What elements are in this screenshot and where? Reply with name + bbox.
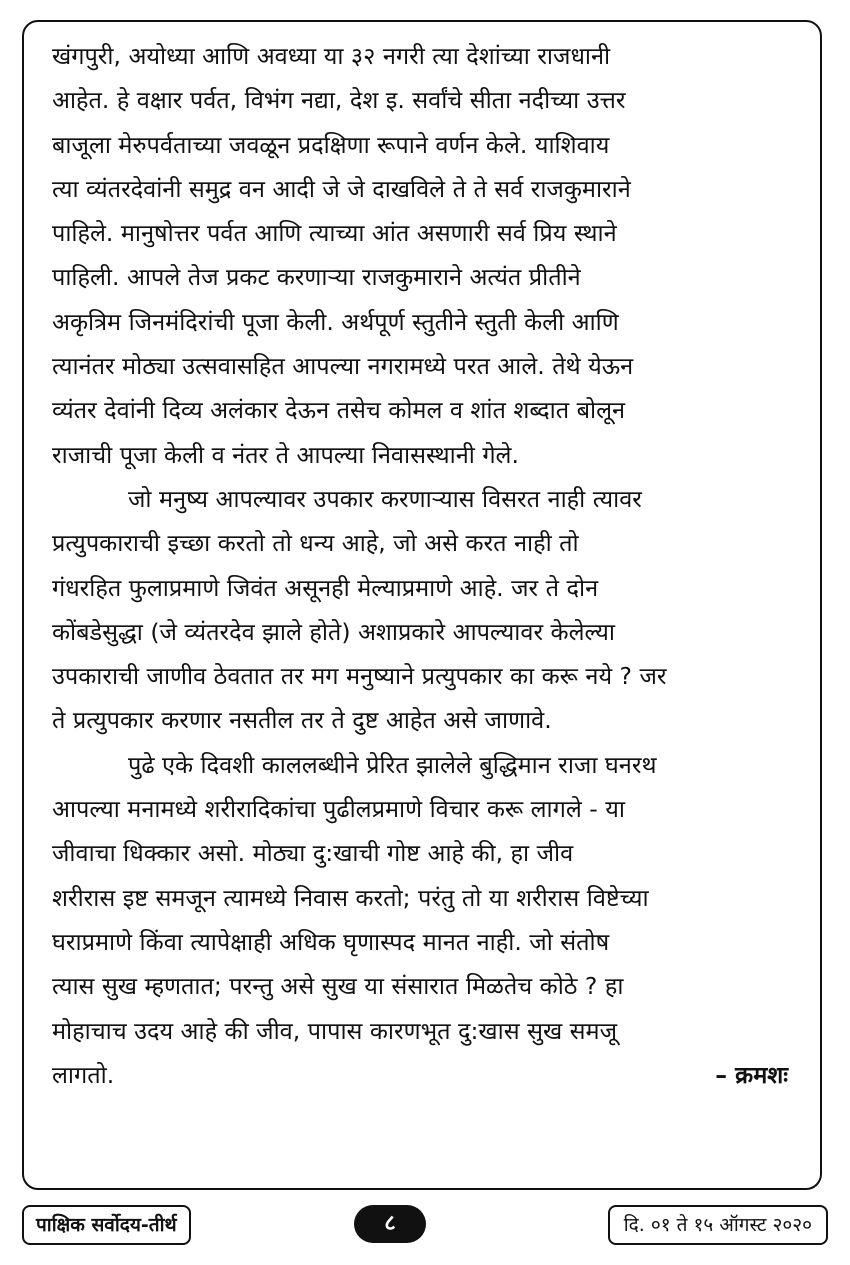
page-footer [0, 1205, 850, 1245]
text-line: त्यानंतर मोठ्या उत्सवासहित आपल्या नगरामध्ये परत आले. तेथे येऊन [52, 352, 634, 381]
text-line: राजाची पूजा केली व नंतर ते आपल्या निवासस्थानी गेले. [52, 440, 519, 469]
text-line: त्या व्यंतरदेवांनी समुद्र वन आदी जे जे दाखविले ते ते सर्व राजकुमाराने [52, 174, 631, 203]
issue-date-box: दि. ०१ ते १५ ऑगस्ट २०२० [608, 1205, 828, 1245]
text-line: आहेत. हे वक्षार पर्वत, विभंग नद्या, देश इ. सर्वांचे सीता नदीच्या उत्तर [52, 86, 626, 115]
text-line: लागतो. [52, 1060, 115, 1089]
text-line: खंगपुरी, अयोध्या आणि अवध्या या ३२ नगरी त्या देशांच्या राजधानी [52, 42, 611, 70]
text-line: जीवाचा धिक्कार असो. मोठ्या दु:खाची गोष्ट आहे की, हा जीव [52, 839, 574, 868]
text-line: पाहिले. मानुषोत्तर पर्वत आणि त्याच्या आंत असणारी सर्व प्रिय स्थाने [52, 219, 617, 248]
final-line [52, 1053, 788, 1097]
text-line: शरीरास इष्ट समजून त्यामध्ये निवास करतो; परंतु तो या शरीरास विष्टेच्या [52, 883, 649, 912]
article-body [52, 34, 800, 1097]
text-line: मोहाचाच उदय आहे की जीव, पापास कारणभूत दु:खास सुख समजू [52, 1016, 618, 1045]
text-line: घराप्रमाणे किंवा त्यापेक्षाही अधिक घृणास्पद मानत नाही. जो संतोष [52, 927, 610, 956]
text-line: आपल्या मनामध्ये शरीरादिकांचा पुढीलप्रमाणे विचार करू लागले - या [52, 795, 625, 824]
text-line: प्रत्युपकाराची इच्छा करतो तो धन्य आहे, जो असे करत नाही तो [52, 529, 579, 558]
text-line: उपकाराची जाणीव ठेवतात तर मग मनुष्याने प्रत्युपकार का करू नये ? जर [52, 662, 667, 691]
text-line: अकृत्रिम जिनमंदिरांची पूजा केली. अर्थपूर्ण स्तुतीने स्तुती केली आणि [52, 307, 619, 336]
paragraph-start-line: पुढे एके दिवशी काललब्धीने प्रेरित झालेले बुद्धिमान राजा घनरथ [128, 750, 657, 779]
text-line: त्यास सुख म्हणतात; परन्तु असे सुख या संसारात मिळतेच कोठे ? हा [52, 972, 624, 1001]
page-number-badge: ८ [354, 1205, 426, 1243]
text-line: गंधरहित फुलाप्रमाणे जिवंत असूनही मेल्याप्रमाणे आहे. जर ते दोन [52, 573, 599, 602]
text-line: पाहिली. आपले तेज प्रकट करणाऱ्या राजकुमाराने अत्यंत प्रीतीने [52, 263, 581, 292]
text-line: व्यंतर देवांनी दिव्य अलंकार देऊन तसेच कोमल व शांत शब्दात बोलून [52, 396, 626, 425]
publication-name-box: पाक्षिक सर्वोदय-तीर्थ [22, 1205, 191, 1245]
text-line: ते प्रत्युपकार करणार नसतील तर ते दुष्ट आहेत असे जाणावे. [52, 706, 552, 735]
paragraph-start-line: जो मनुष्य आपल्यावर उपकार करणाऱ्यास विसरत नाही त्यावर [128, 484, 642, 513]
text-line: कोंबडेसुद्धा (जे व्यंतरदेव झाले होते) अशाप्रकारे आपल्यावर केलेल्या [52, 617, 615, 646]
to-be-continued-label: – क्रमशः [715, 1060, 788, 1089]
text-line: बाजूला मेरुपर्वताच्या जवळून प्रदक्षिणा रूपाने वर्णन केले. याशिवाय [52, 130, 610, 159]
